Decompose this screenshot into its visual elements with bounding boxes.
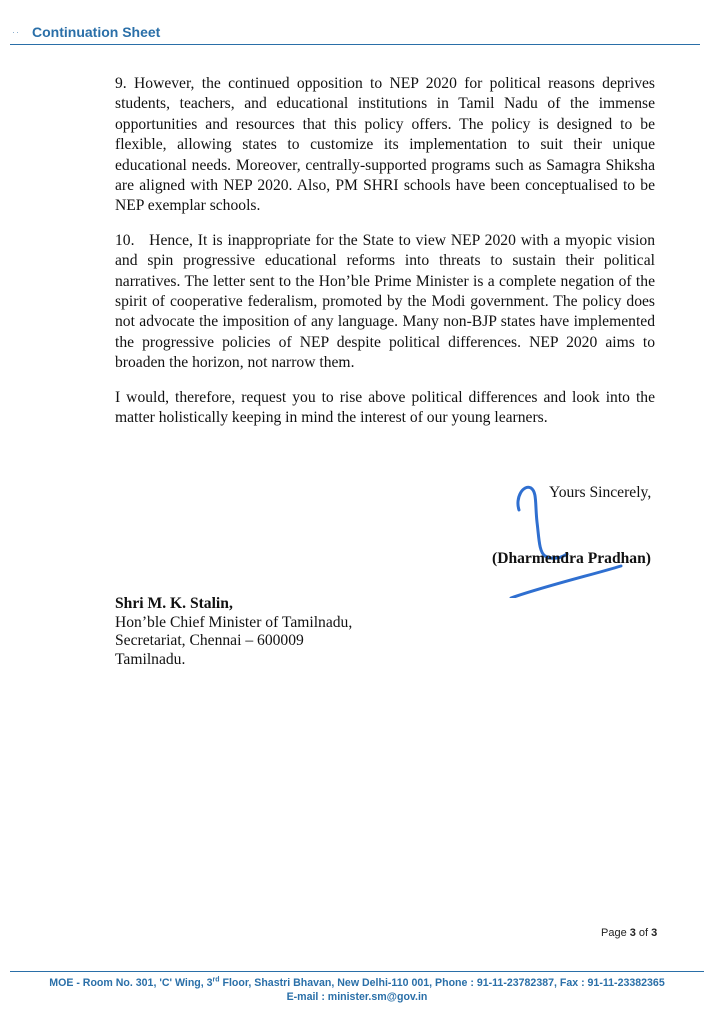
signer-name: (Dharmendra Pradhan) bbox=[492, 550, 651, 567]
addressee-address: Secretariat, Chennai – 600009 bbox=[115, 632, 304, 650]
page-number-sep: of bbox=[635, 927, 652, 939]
page-number-prefix: Page bbox=[601, 927, 630, 939]
paragraph-9: 9. However, the continued opposition to NEP 2020 for political reasons deprives students, teachers, and educational institutions in Tamil Nadu of the immense opportunities and resources that this policy offers. The policy is designed to be flexible, allowing states to customize its implementation to suit their unique educational needs. Moreover, centrally-supported programs such as Samagra Shiksha are aligned with NEP 2020. Also, PM SHRI schools have been conceptualised to be NEP exemplar schools. bbox=[115, 75, 655, 215]
page-number-total: 3 bbox=[651, 927, 658, 939]
addressee-state: Tamilnadu. bbox=[115, 650, 186, 668]
closing-salutation: Yours Sincerely, bbox=[549, 484, 652, 501]
continuation-header bbox=[10, 22, 706, 46]
page-number bbox=[601, 927, 657, 939]
footer-contact bbox=[10, 976, 704, 1004]
addressee-name: Shri M. K. Stalin, bbox=[115, 595, 233, 612]
paragraph-10: 10. Hence, It is inappropriate for the State to view NEP 2020 with a myopic vision and spin progressive educational reforms into threats to sustain their political narratives. The letter sent to the Hon’ble Prime Minister is a complete negation of the spirit of cooperative federalism, promoted by the Modi government. The policy does not advocate the imposition of any language. Many non-BJP states have implemented the progressive policies of NEP despite political differences. NEP 2020 aims to broaden the horizon, not narrow them. bbox=[115, 231, 655, 372]
letter-body bbox=[115, 74, 655, 443]
footer-email: E-mail : minister.sm@gov.in bbox=[286, 991, 428, 1003]
addressee-title: Hon’ble Chief Minister of Tamilnadu, bbox=[115, 613, 353, 631]
header-title: Continuation Sheet bbox=[32, 24, 161, 40]
header-dots: ·· bbox=[12, 27, 20, 37]
footer-divider bbox=[10, 971, 704, 972]
footer-address: MOE - Room No. 301, 'C' Wing, 3rd Floor, Shastri Bhavan, New Delhi-110 001, Phone : 91-11-23782387, Fax : 91-11-23382365 bbox=[49, 976, 665, 989]
header-divider bbox=[10, 44, 700, 45]
addressee-block bbox=[115, 595, 352, 669]
paragraph-request: I would, therefore, request you to rise above political differences and look into the matter holistically keeping in mind the interest of our young learners. bbox=[115, 388, 655, 427]
page-number-current: 3 bbox=[629, 927, 636, 939]
